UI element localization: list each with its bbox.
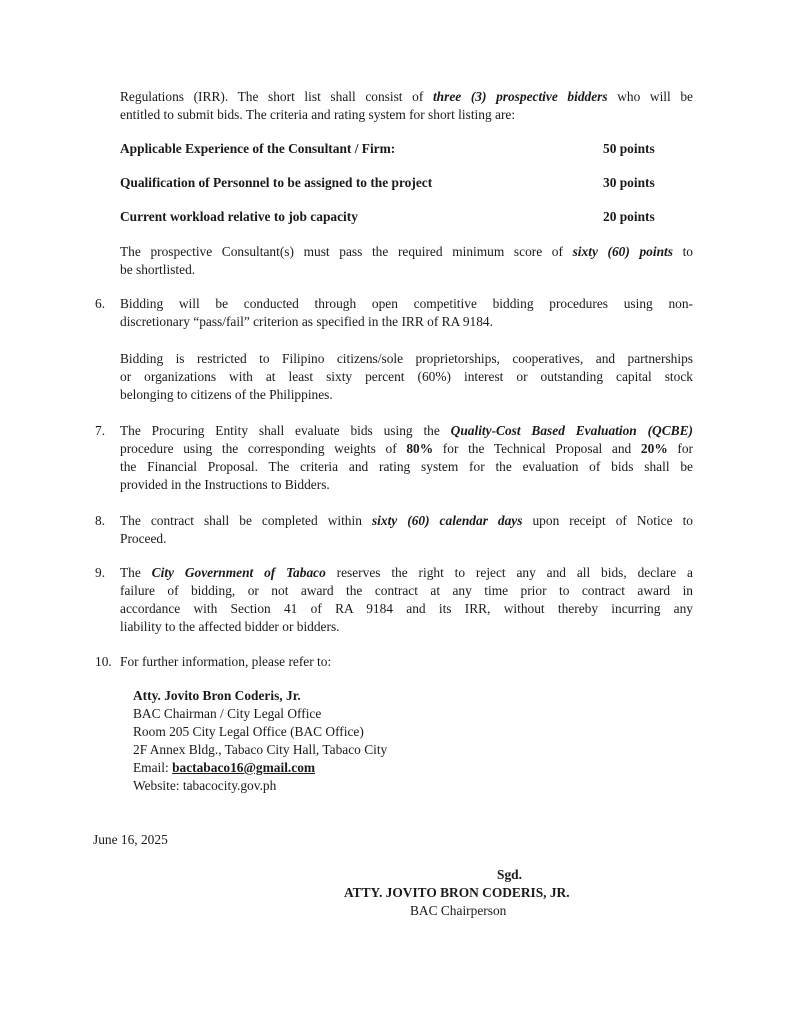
email-label: Email: — [133, 760, 173, 775]
item-9-line-4: liability to the affected bidder or bidders. — [120, 619, 340, 634]
item-6-line-1: Bidding will be conducted through open competitive bidding procedures using non- — [120, 296, 693, 311]
criterion-label: Qualification of Personnel to be assigned to the project — [120, 175, 433, 190]
email-link[interactable]: bactabaco16@gmail.com — [172, 760, 316, 775]
item-7-line-1 — [120, 422, 693, 439]
min-score-text: The prospective Consultant(s) must pass the required minimum score of — [120, 244, 573, 259]
item-8-text: upon receipt of Notice to — [522, 513, 693, 528]
criterion-points: 50 points — [603, 141, 655, 156]
min-score-text: to — [672, 244, 694, 259]
item-6-line-2: discretionary “pass/fail” criterion as specified in the IRR of RA 9184. — [120, 314, 493, 329]
item-10-line-1: For further information, please refer to: — [120, 654, 332, 669]
criterion-label: Current workload relative to job capacity — [120, 209, 358, 224]
min-score-line-2: be shortlisted. — [120, 262, 196, 277]
contact-website: Website: tabacocity.gov.ph — [133, 778, 277, 793]
signature-sgd: Sgd. — [497, 867, 522, 882]
contact-address: 2F Annex Bldg., Tabaco City Hall, Tabaco City — [133, 742, 388, 757]
item-number: 7. — [95, 423, 106, 438]
city-government-emphasis: City Government of Tabaco — [151, 565, 326, 580]
item-7-line-3: the Financial Proposal. The criteria and rating system for the evaluation of bids shall be — [120, 459, 693, 474]
intro-line-1 — [120, 88, 693, 105]
item-7-line-2 — [120, 440, 693, 457]
criterion-points: 30 points — [603, 175, 655, 190]
contact-email-row — [133, 759, 315, 776]
item-6-para2-line-2: or organizations with at least sixty percent (60%) interest or outstanding capital stock — [120, 369, 693, 384]
item-number: 8. — [95, 513, 106, 528]
item-8-line-1 — [120, 512, 693, 529]
qcbe-emphasis: Quality-Cost Based Evaluation (QCBE) — [450, 423, 693, 438]
item-8-text: The contract shall be completed within — [120, 513, 372, 528]
financial-weight: 20% — [640, 441, 668, 456]
contact-name: Atty. Jovito Bron Coderis, Jr. — [133, 688, 301, 703]
signatory-position: BAC Chairperson — [410, 903, 507, 918]
criterion-label: Applicable Experience of the Consultant / Firm: — [120, 141, 396, 156]
intro-text: Regulations (IRR). The short list shall consist of — [120, 89, 433, 104]
item-7-text: procedure using the corresponding weights of — [120, 441, 407, 456]
contact-title: BAC Chairman / City Legal Office — [133, 706, 322, 721]
item-7-text: for the Technical Proposal and — [433, 441, 641, 456]
item-8-line-2: Proceed. — [120, 531, 167, 546]
item-number: 9. — [95, 565, 106, 580]
document-date: June 16, 2025 — [93, 832, 168, 847]
min-score-line-1 — [120, 243, 693, 260]
item-9-line-3: accordance with Section 41 of RA 9184 and its IRR, without thereby incurring any — [120, 601, 693, 616]
item-7-text: The Procuring Entity shall evaluate bids using the — [120, 423, 451, 438]
item-9-line-2: failure of bidding, or not award the contract at any time prior to contract award in — [120, 583, 693, 598]
item-number: 6. — [95, 296, 106, 311]
intro-line-2: entitled to submit bids. The criteria and rating system for short listing are: — [120, 107, 516, 122]
technical-weight: 80% — [406, 441, 434, 456]
item-6-para2-line-3: belonging to citizens of the Philippines. — [120, 387, 333, 402]
intro-text: who will be — [607, 89, 693, 104]
min-score-emphasis: sixty (60) points — [572, 244, 673, 259]
item-7-text: for — [667, 441, 693, 456]
intro-emphasis: three (3) prospective bidders — [432, 89, 608, 104]
signatory-name: ATTY. JOVITO BRON CODERIS, JR. — [344, 885, 570, 900]
contact-room: Room 205 City Legal Office (BAC Office) — [133, 724, 364, 739]
duration-emphasis: sixty (60) calendar days — [371, 513, 523, 528]
item-7-line-4: provided in the Instructions to Bidders. — [120, 477, 330, 492]
item-9-text: reserves the right to reject any and all bids, declare a — [325, 565, 694, 580]
item-9-line-1 — [120, 564, 693, 581]
criterion-points: 20 points — [603, 209, 655, 224]
item-number: 10. — [95, 654, 112, 669]
item-6-para2-line-1: Bidding is restricted to Filipino citizens/sole proprietorships, cooperatives, and partnerships — [120, 351, 693, 366]
item-9-text: The — [120, 565, 152, 580]
